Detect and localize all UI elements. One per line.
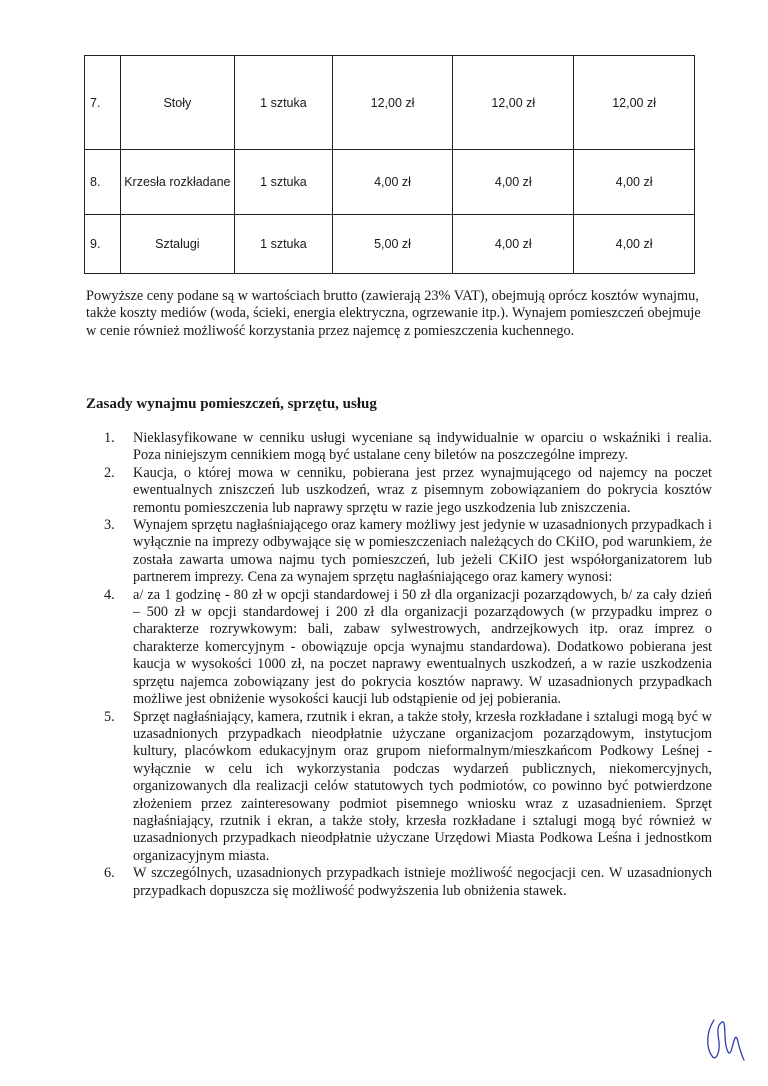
row-number: 8. bbox=[85, 150, 121, 215]
item-text: a/ za 1 godzinę - 80 zł w opcji standardowej i 50 zł dla organizacji pozarządowych, b/ za cały dzień – 500 zł w opcji standardowej i 200 zł dla organizacji pozarządowych (w przypadku imprez o charakterze rozrywkowym: bali, zabaw sylwestrowych, andrzejkowych itp. oraz imprez o charakterze komercyjnym - obowiązuje opcja wynajmu standardowa). Dodatkowo pobierana jest kaucja w wysokości 1000 zł, na poczet naprawy ewentualnych uszkodzeń, a w razie uszkodzenia sprzętu najemca zobowiązany jest do pokrycia kosztów naprawy. W uzasadnionych przypadkach możliwe jest obniżenie wysokości kaucji lub odstąpienie od jej pobierania. bbox=[133, 586, 712, 708]
list-item bbox=[88, 465, 712, 517]
table-row bbox=[85, 56, 695, 150]
item-text: Nieklasyfikowane w cenniku usługi wyceniane są indywidualnie w oparciu o wskaźniki i realia. Poza niniejszym cennikiem mogą być ustalane ceny biletów na poszczególne imprezy. bbox=[133, 430, 712, 464]
price-cell: 4,00 zł bbox=[574, 215, 695, 274]
price-cell: 4,00 zł bbox=[453, 215, 574, 274]
item-number: 3. bbox=[104, 517, 115, 534]
price-cell: 12,00 zł bbox=[574, 56, 695, 150]
item-number: 2. bbox=[104, 464, 115, 481]
item-number: 5. bbox=[104, 708, 115, 725]
item-unit: 1 sztuka bbox=[235, 215, 332, 274]
item-text: Sprzęt nagłaśniający, kamera, rzutnik i ekran, a także stoły, krzesła rozkładane i sztalugi mogą być w uzasadnionych przypadkach nieodpłatnie użyczane organizacjom pozarządowym, instytucjom kultury, placówkom edukacyjnym oraz grupom nieformalnym/mieszkańcom Podkowy Leśnej - wyłącznie w celu ich wykorzystania podczas wydarzeń publicznych, niekomercyjnych, organizowanych dla realizacji celów statutowych tych podmiotów, co powinno być potwierdzone złożeniem przez zainteresowany podmiot pisemnego wniosku wraz z uzasadnieniem. Sprzęt nagłaśniający, rzutnik i ekran, a także stoły, krzesła rozkładane i sztalugi mogą być również w uzasadnionych przypadkach nieodpłatnie użyczane Urzędowi Miasta Podkowa Leśna i jednostkom organizacyjnym miasta. bbox=[133, 708, 712, 864]
item-number: 1. bbox=[104, 430, 115, 446]
item-name: Krzesła rozkładane bbox=[120, 150, 235, 215]
price-cell: 4,00 zł bbox=[574, 150, 695, 215]
price-cell: 4,00 zł bbox=[453, 150, 574, 215]
table-row bbox=[85, 150, 695, 215]
table-row bbox=[85, 215, 695, 274]
price-note-text: Powyższe ceny podane są w wartościach brutto (zawierają 23% VAT), obejmują oprócz kosztów wynajmu, także koszty mediów (woda, ścieki, energia elektryczna, ogrzewanie itp.). Wynajem pomieszczeń obejmuje w cenie również możliwość korzystania przez najemcę z pomieszczenia kuchennego. bbox=[86, 288, 701, 339]
row-number: 7. bbox=[85, 56, 121, 150]
section-heading: Zasady wynajmu pomieszczeń, sprzętu, usług bbox=[86, 396, 377, 412]
item-unit: 1 sztuka bbox=[235, 56, 332, 150]
list-item bbox=[88, 587, 712, 709]
item-name: Sztalugi bbox=[120, 215, 235, 274]
item-number: 6. bbox=[104, 865, 115, 882]
price-cell: 12,00 zł bbox=[453, 56, 574, 150]
row-number: 9. bbox=[85, 215, 121, 274]
item-text: Kaucja, o której mowa w cenniku, pobierana jest przez wynajmującego od najemcy na poczet ewentualnych zniszczeń lub uszkodzeń, wraz z pisemnym zobowiązaniem do pokrycia kosztów remontu pomieszczenia lub naprawy sprzętu w razie jego uszkodzenia lub zniszczenia. bbox=[133, 464, 712, 516]
item-name: Stoły bbox=[120, 56, 235, 150]
price-note bbox=[86, 288, 706, 340]
rules-list bbox=[88, 430, 712, 900]
price-cell: 12,00 zł bbox=[332, 56, 453, 150]
item-text: W szczególnych, uzasadnionych przypadkach istnieje możliwość negocjacji cen. W uzasadnionych przypadkach dopuszcza się możliwość podwyższenia lub obniżenia stawek. bbox=[133, 865, 712, 899]
price-table bbox=[84, 55, 695, 274]
list-item bbox=[88, 709, 712, 866]
list-item bbox=[88, 865, 712, 900]
price-cell: 5,00 zł bbox=[332, 215, 453, 274]
item-unit: 1 sztuka bbox=[235, 150, 332, 215]
signature-mark bbox=[700, 1012, 748, 1067]
price-cell: 4,00 zł bbox=[332, 150, 453, 215]
item-text: Wynajem sprzętu nagłaśniającego oraz kamery możliwy jest jedynie w uzasadnionych przypadkach i wyłącznie na imprezy odbywające się w pomieszczeniach należących do CKiIO, pod warunkiem, że została zawarta umowa najmu tych pomieszczeń, lub jeżeli CKiIO jest współorganizatorem lub partnerem imprezy. Cena za wynajem sprzętu nagłaśniającego oraz kamery wynosi: bbox=[133, 517, 712, 586]
list-item bbox=[88, 517, 712, 587]
item-number: 4. bbox=[104, 586, 115, 603]
list-item bbox=[88, 430, 712, 465]
